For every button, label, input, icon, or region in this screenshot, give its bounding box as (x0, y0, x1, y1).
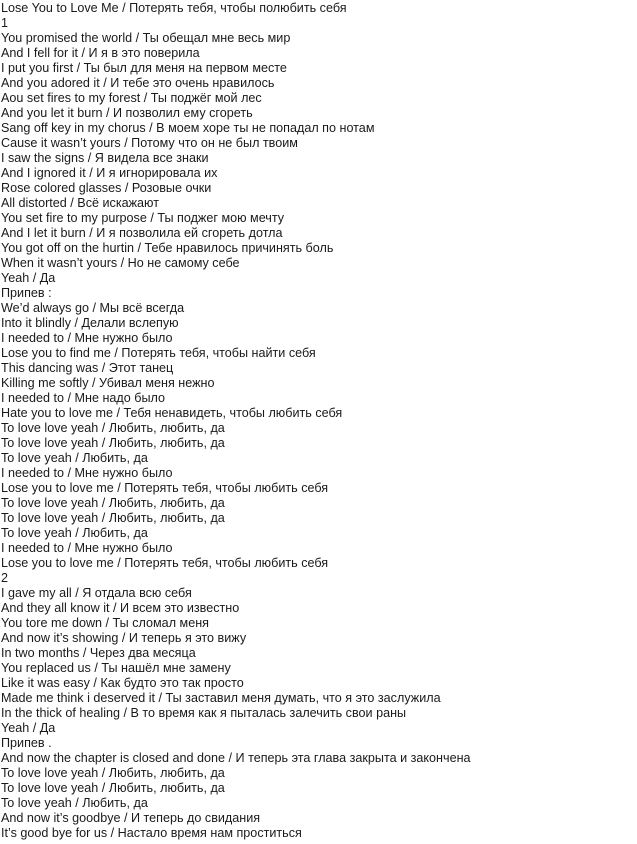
lyric-line: And now the chapter is closed and done / И теперь эта глава закрыта и закончена (1, 751, 471, 765)
lyric-line: I needed to / Мне надо было (1, 391, 166, 405)
lyric-line: Made me think i deserved it / Ты заставил меня думать, что я это заслужила (1, 691, 441, 705)
lyric-line: In the thick of healing / В то время как я пыталась залечить свои раны (1, 706, 407, 720)
lyric-line: Killing me softly / Убивал меня нежно (1, 376, 215, 390)
lyric-line: 1 (1, 16, 9, 30)
lyric-line: And I ignored it / И я игнорировала их (1, 166, 218, 180)
lyric-line: To love love yeah / Любить, любить, да (1, 436, 225, 450)
lyric-line: To love yeah / Любить, да (1, 796, 148, 810)
lyric-line: This dancing was / Этот танец (1, 361, 174, 375)
lyric-line: Lose you to love me / Потерять тебя, чтобы любить себя (1, 481, 329, 495)
lyric-line: Sang off key in my chorus / В моем хоре ты не попадал по нотам (1, 121, 375, 135)
lyric-line: Припев : (1, 286, 52, 300)
lyric-line: When it wasn’t yours / Но не самому себе (1, 256, 240, 270)
lyric-line: And you let it burn / И позволил ему сгореть (1, 106, 253, 120)
lyric-line: Lose You to Love Me / Потерять тебя, чтобы полюбить себя (1, 1, 347, 15)
lyric-line: I needed to / Мне нужно было (1, 466, 173, 480)
lyric-line: 2 (1, 571, 9, 585)
lyric-line: To love yeah / Любить, да (1, 526, 148, 540)
lyric-line: We’d always go / Мы всё всегда (1, 301, 185, 315)
lyric-line: I saw the signs / Я видела все знаки (1, 151, 209, 165)
lyric-line: And they all know it / И всем это известно (1, 601, 240, 615)
lyric-line: You set fire to my purpose / Ты поджег мою мечту (1, 211, 285, 225)
lyric-line: To love love yeah / Любить, любить, да (1, 766, 225, 780)
lyric-line: I needed to / Мне нужно было (1, 331, 173, 345)
lyric-line: You tore me down / Ты сломал меня (1, 616, 209, 630)
lyric-line: And I fell for it / И я в это поверила (1, 46, 200, 60)
lyric-line: And now it’s goodbye / И теперь до свидания (1, 811, 261, 825)
lyric-line: I gave my all / Я отдала всю себя (1, 586, 192, 600)
lyric-line: To love yeah / Любить, да (1, 451, 148, 465)
lyric-line: Yeah / Да (1, 271, 56, 285)
lyric-line: To love love yeah / Любить, любить, да (1, 496, 225, 510)
lyric-line: To love love yeah / Любить, любить, да (1, 421, 225, 435)
lyric-line: Lose you to love me / Потерять тебя, чтобы любить себя (1, 556, 329, 570)
lyric-line: Hate you to love me / Тебя ненавидеть, чтобы любить себя (1, 406, 343, 420)
lyric-line: Like it was easy / Как будто это так просто (1, 676, 244, 690)
lyric-line: You promised the world / Ты обещал мне весь мир (1, 31, 291, 45)
lyric-line: Припев . (1, 736, 52, 750)
lyric-line: Cause it wasn’t yours / Потому что он не был твоим (1, 136, 298, 150)
lyric-line: To love love yeah / Любить, любить, да (1, 781, 225, 795)
lyric-line: All distorted / Всё искажают (1, 196, 159, 210)
lyric-line: And now it’s showing / И теперь я это вижу (1, 631, 247, 645)
lyric-line: And you adored it / И тебе это очень нравилось (1, 76, 275, 90)
lyric-line: You got off on the hurtin / Тебе нравилось причинять боль (1, 241, 334, 255)
lyric-line: I needed to / Мне нужно было (1, 541, 173, 555)
lyric-line: I put you first / Ты был для меня на первом месте (1, 61, 287, 75)
lyric-line: To love love yeah / Любить, любить, да (1, 511, 225, 525)
lyric-line: And I let it burn / И я позволила ей сгореть дотла (1, 226, 283, 240)
lyric-line: Rose colored glasses / Розовые очки (1, 181, 212, 195)
lyric-line: It’s good bye for us / Настало время нам проститься (1, 826, 302, 840)
lyric-line: Yeah / Да (1, 721, 56, 735)
lyric-line: In two months / Через два месяца (1, 646, 196, 660)
lyric-line: You replaced us / Ты нашёл мне замену (1, 661, 231, 675)
lyric-line: Lose you to find me / Потерять тебя, чтобы найти себя (1, 346, 316, 360)
lyric-line: Aou set fires to my forest / Ты поджёг мой лес (1, 91, 262, 105)
lyric-line: Into it blindly / Делали вслепую (1, 316, 179, 330)
